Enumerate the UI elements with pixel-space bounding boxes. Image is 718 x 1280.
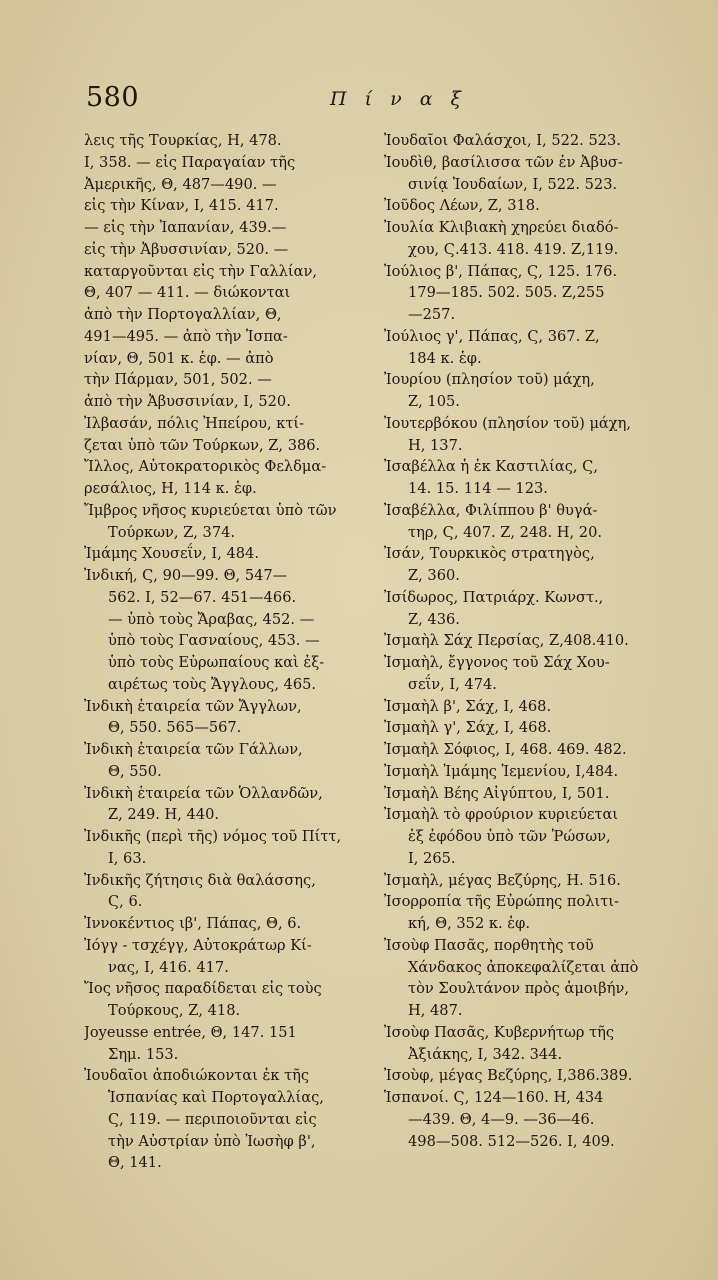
index-line: Σημ. 153. [108,1045,179,1063]
index-line: Ἰσοὺφ, μέγας Βεζύρης, Ι,386.389. [384,1067,633,1085]
index-line: Θ, 550. [108,762,162,780]
index-line: καταργοῦνται εἰς τὴν Γαλλίαν, [84,262,318,280]
running-head: Π ί ν α ξ [330,88,468,110]
index-line: Ζ, 360. [408,567,460,584]
page-number: 580 [86,82,140,113]
index-line: τηρ, Ϛ, 407. Ζ, 248. Η, 20. [408,523,603,541]
index-line: Ἰνδικὴ ἑταιρεία τῶν Ὁλλανδῶν, [84,784,323,802]
index-line: τὸν Σουλτάνον πρὸς ἀμοιβήν, [408,980,630,998]
index-line: ὑπὸ τοὺς Γασναίους, 453. — [108,632,320,650]
index-line: —257. [408,306,456,323]
index-line: 184 κ. ἑφ. [408,349,482,367]
index-line: Ἰσμαὴλ β', Σάχ, Ι, 468. [384,697,552,715]
index-line: σινίᾳ Ἰουδαίων, Ι, 522. 523. [408,175,618,193]
index-line: Ἰσμαὴλ Σάχ Περσίας, Ζ,408.410. [384,632,629,650]
index-line: Ἰουδαῖοι Φαλάσχοι, Ι, 522. 523. [384,132,621,149]
index-line: — εἰς τὴν Ἰαπανίαν, 439.— [84,219,287,236]
index-line: Ἰούλιος β', Πάπας, Ϛ, 125. 176. [384,262,618,280]
index-column-right [384,130,684,1152]
index-line: Ἰουρίου (πλησίον τοῦ) μάχη, [384,371,595,389]
index-line: Χάνδακος ἀποκεφαλίζεται ἀπὸ [408,958,639,976]
index-line: Ϛ, 119. — περιποιοῦνται εἰς [108,1110,317,1128]
index-line: — ὑπὸ τοὺς Ἄραβας, 452. — [108,610,315,628]
index-line: ἐξ ἐφόδου ὑπὸ τῶν Ῥώσων, [408,828,611,845]
index-line: Ἰοῦδος Λέων, Ζ, 318. [384,197,540,215]
index-line: Η, 487. [408,1002,463,1019]
index-line: Ἰσαβέλλα, Φιλίππου β' θυγά- [384,501,598,519]
index-line: 179—185. 502. 505. Ζ,255 [408,284,605,302]
index-line: εἰς τὴν Κίναν, Ι, 415. 417. [84,197,279,215]
page-header [0,82,718,122]
index-line: Joyeusse entrée, Θ, 147. 151 [84,1023,297,1041]
index-line: Τούρκων, Ζ, 374. [108,523,236,541]
index-line: Ἰνδική, Ϛ, 90—99. Θ, 547— [84,567,288,584]
index-line: Ζ, 249. Η, 440. [108,806,220,824]
index-line: Ἴμβρος νῆσος κυριεύεται ὑπὸ τῶν [84,501,337,519]
index-line: Ζ, 105. [408,393,460,410]
index-line: Ἰουτερβόκου (πλησίον τοῦ) μάχη, [384,414,632,432]
index-line: 491—495. — ἀπὸ τὴν Ἱσπα- [84,327,288,345]
index-line: ζεται ὑπὸ τῶν Τούρκων, Ζ, 386. [84,436,321,454]
index-line: τὴν Αὐστρίαν ὑπὸ Ἰωσὴφ β', [108,1132,316,1150]
index-line: Ζ, 436. [408,610,460,628]
index-line: κή, Θ, 352 κ. ἑφ. [408,915,530,932]
index-line: Ἰσμαὴλ, ἔγγονος τοῦ Σάχ Χου- [384,654,610,671]
index-line: Ἰσοὺφ Πασᾶς, πορθητὴς τοῦ [384,936,594,954]
index-column-left [84,130,368,1174]
index-line: ἀπὸ τὴν Ἀβυσσινίαν, Ι, 520. [84,393,291,410]
index-line: Ἰσοὺφ Πασᾶς, Κυβερνήτωρ τῆς [384,1023,615,1041]
index-line: Η, 137. [408,436,463,454]
index-line: Ἰσμαὴλ τὸ φρούριον κυριεύεται [384,806,619,824]
index-line: Τούρκους, Ζ, 418. [108,1002,241,1019]
index-line: Θ, 407 — 411. — διώκονται [84,284,291,302]
index-line: Ἰούλιος γ', Πάπας, Ϛ, 367. Ζ, [384,327,600,345]
index-line: ὑπὸ τοὺς Εὐρωπαίους καὶ ἐξ- [108,654,325,671]
index-line: ρεσάλιος, Η, 114 κ. ἑφ. [84,480,257,497]
index-line: αιρέτως τοὺς Ἄγγλους, 465. [108,675,317,693]
index-line: Ἀμερικῆς, Θ, 487—490. — [84,175,277,193]
index-line: ἀπὸ τὴν Πορτογαλλίαν, Θ, [84,306,282,323]
index-line: Ἰσμαὴλ Βέης Αἰγύπτου, Ι, 501. [384,784,610,802]
index-line: Ἰσμαὴλ Σόφιος, Ι, 468. 469. 482. [384,741,627,758]
index-line: —439. Θ, 4—9. —36—46. [408,1110,595,1128]
index-line: Ἰουδὶθ, βασίλισσα τῶν ἐν Ἀβυσ- [384,153,623,171]
index-line: εἰς τὴν Ἀβυσσινίαν, 520. — [84,240,289,258]
index-line: Ἰσαβέλλα ἡ ἐκ Καστιλίας, Ϛ, [384,458,598,476]
index-line: 498—508. 512—526. Ι, 409. [408,1132,615,1150]
index-line: Ἰουλία Κλιβιακὴ χηρεύει διαδό- [384,219,619,236]
index-line: 562. Ι, 52—67. 451—466. [108,588,297,606]
index-line: χου, Ϛ.413. 418. 419. Ζ,119. [408,240,619,258]
index-line: Ἰνδικὴ ἑταιρεία τῶν Ἄγγλων, [84,697,302,715]
index-line: Θ, 550. 565—567. [108,719,242,737]
index-line: Ἰσμαὴλ, μέγας Βεζύρης, Η. 516. [384,871,621,889]
index-line: Ἰνδικῆς (περὶ τῆς) νόμος τοῦ Πίττ, [84,828,342,845]
index-line: Ἰννοκέντιος ιβ', Πάπας, Θ, 6. [84,915,302,932]
index-line: νας, Ι, 416. 417. [108,958,229,976]
index-line: Ἰλβασάν, πόλις Ἠπείρου, κτί- [84,414,305,432]
index-line: Ἱσπανίας καὶ Πορτογαλλίας, [108,1089,324,1106]
index-line: Ἱσπανοί. Ϛ, 124—160. Η, 434 [384,1089,604,1106]
index-line: Ἰνδικὴ ἑταιρεία τῶν Γάλλων, [84,741,303,758]
index-line: Ἴος νῆσος παραδίδεται εἰς τοὺς [84,980,322,998]
index-line: Ι, 358. — εἰς Παραγαίαν τῆς [84,153,296,171]
index-line: Ἰσορροπία τῆς Εὐρώπης πολιτι- [384,893,619,911]
index-line: 14. 15. 114 — 123. [408,480,548,497]
index-line: Ι, 63. [108,849,147,867]
index-line: Ϛ, 6. [108,893,143,911]
index-line: Ἰμάμης Χουσεΐν, Ι, 484. [84,545,259,563]
index-line: σεΐν, Ι, 474. [408,675,497,693]
index-line: τὴν Πάρμαν, 501, 502. — [84,371,272,389]
index-line: Ἰσμαὴλ γ', Σάχ, Ι, 468. [384,719,552,737]
index-line: Ἀξιάκης, Ι, 342. 344. [408,1045,563,1063]
index-line: λεις τῆς Τουρκίας, Η, 478. [84,132,282,149]
index-line: Ἰσάν, Τουρκικὸς στρατηγὸς, [384,545,595,563]
index-line: Ἰόγγ - τσχέγγ, Αὐτοκράτωρ Κί- [84,936,312,954]
index-line: Ἰσμαὴλ Ἰμάμης Ἰεμενίου, Ι,484. [384,762,619,780]
index-line: Θ, 141. [108,1154,162,1172]
index-line: Ἰσίδωρος, Πατριάρχ. Κωνστ., [384,588,604,606]
index-line: Ἴλλος, Αὐτοκρατορικὸς Φελδμα- [84,458,327,476]
index-line: Ἰουδαῖοι ἀποδιώκονται ἐκ τῆς [84,1067,310,1085]
index-line: νίαν, Θ, 501 κ. ἑφ. — ἀπὸ [84,349,274,367]
index-line: Ἰνδικῆς ζήτησις διὰ θαλάσσης, [84,871,316,889]
index-line: Ι, 265. [408,849,456,867]
